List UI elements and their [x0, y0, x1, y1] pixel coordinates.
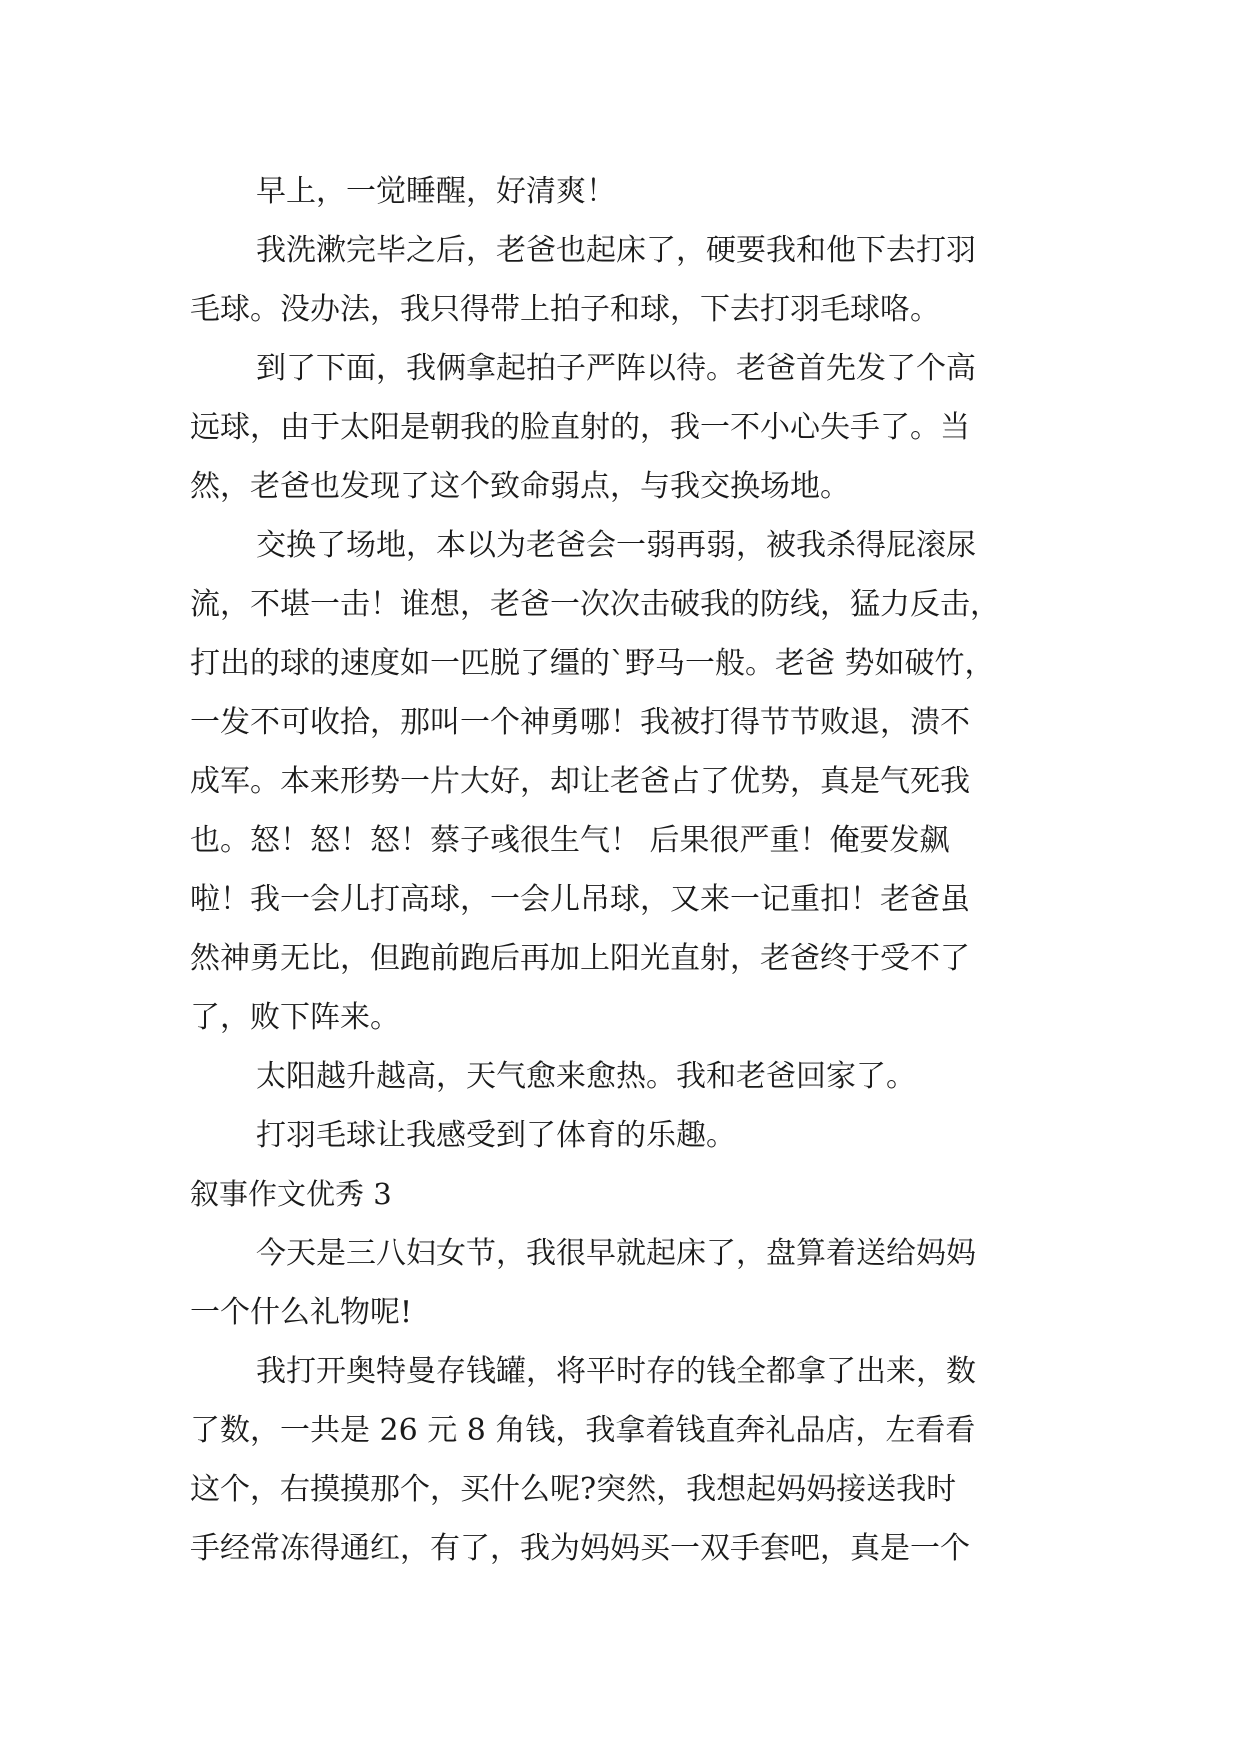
text-line: 流，不堪一击！谁想，老爸一次次击破我的防线，猛力反击，: [190, 587, 1000, 622]
text-line: 啦！我一会儿打高球，一会儿吊球，又来一记重扣！老爸虽: [190, 882, 970, 917]
text-line: 一发不可收拾，那叫一个神勇哪！我被打得节节败退，溃不: [190, 705, 970, 740]
text-line: 我洗漱完毕之后，老爸也起床了，硬要我和他下去打羽: [256, 233, 976, 268]
text-line: 了数，一共是 26 元 8 角钱，我拿着钱直奔礼品店，左看看: [190, 1413, 976, 1448]
text-line: 然，老爸也发现了这个致命弱点，与我交换场地。: [190, 469, 850, 504]
text-line: 成军。本来形势一片大好，却让老爸占了优势，真是气死我: [190, 764, 970, 799]
text-line: 到了下面，我俩拿起拍子严阵以待。老爸首先发了个高: [256, 351, 976, 386]
document-body: [190, 162, 1052, 1578]
text-line: 一个什么礼物呢!: [190, 1295, 413, 1330]
text-line: 早上，一觉睡醒，好清爽！: [256, 174, 616, 209]
text-line: 我打开奥特曼存钱罐，将平时存的钱全都拿了出来，数: [256, 1354, 976, 1389]
text-line: 然神勇无比，但跑前跑后再加上阳光直射，老爸终于受不了: [190, 941, 970, 976]
text-line: 打羽毛球让我感受到了体育的乐趣。: [256, 1118, 736, 1153]
text-line: 毛球。没办法，我只得带上拍子和球，下去打羽毛球咯。: [190, 292, 940, 327]
text-line: 太阳越升越高，天气愈来愈热。我和老爸回家了。: [256, 1059, 916, 1094]
text-line: 也。怒！怒！怒！蔡子彧很生气！ 后果很严重！俺要发飙: [190, 823, 950, 858]
text-line: 手经常冻得通红，有了，我为妈妈买一双手套吧，真是一个: [190, 1531, 970, 1566]
text-line: 远球，由于太阳是朝我的脸直射的，我一不小心失手了。当: [190, 410, 970, 445]
text-line: 今天是三八妇女节，我很早就起床了，盘算着送给妈妈: [256, 1236, 976, 1271]
text-line: 了，败下阵来。: [190, 1000, 400, 1035]
text-line: 打出的球的速度如一匹脱了缰的`野马一般。老爸 势如破竹，: [190, 646, 995, 681]
text-line: 这个，右摸摸那个，买什么呢?突然，我想起妈妈接送我时: [190, 1472, 957, 1507]
text-line: 交换了场地，本以为老爸会一弱再弱，被我杀得屁滚尿: [256, 528, 976, 563]
section-heading: 叙事作文优秀 3: [190, 1177, 392, 1211]
